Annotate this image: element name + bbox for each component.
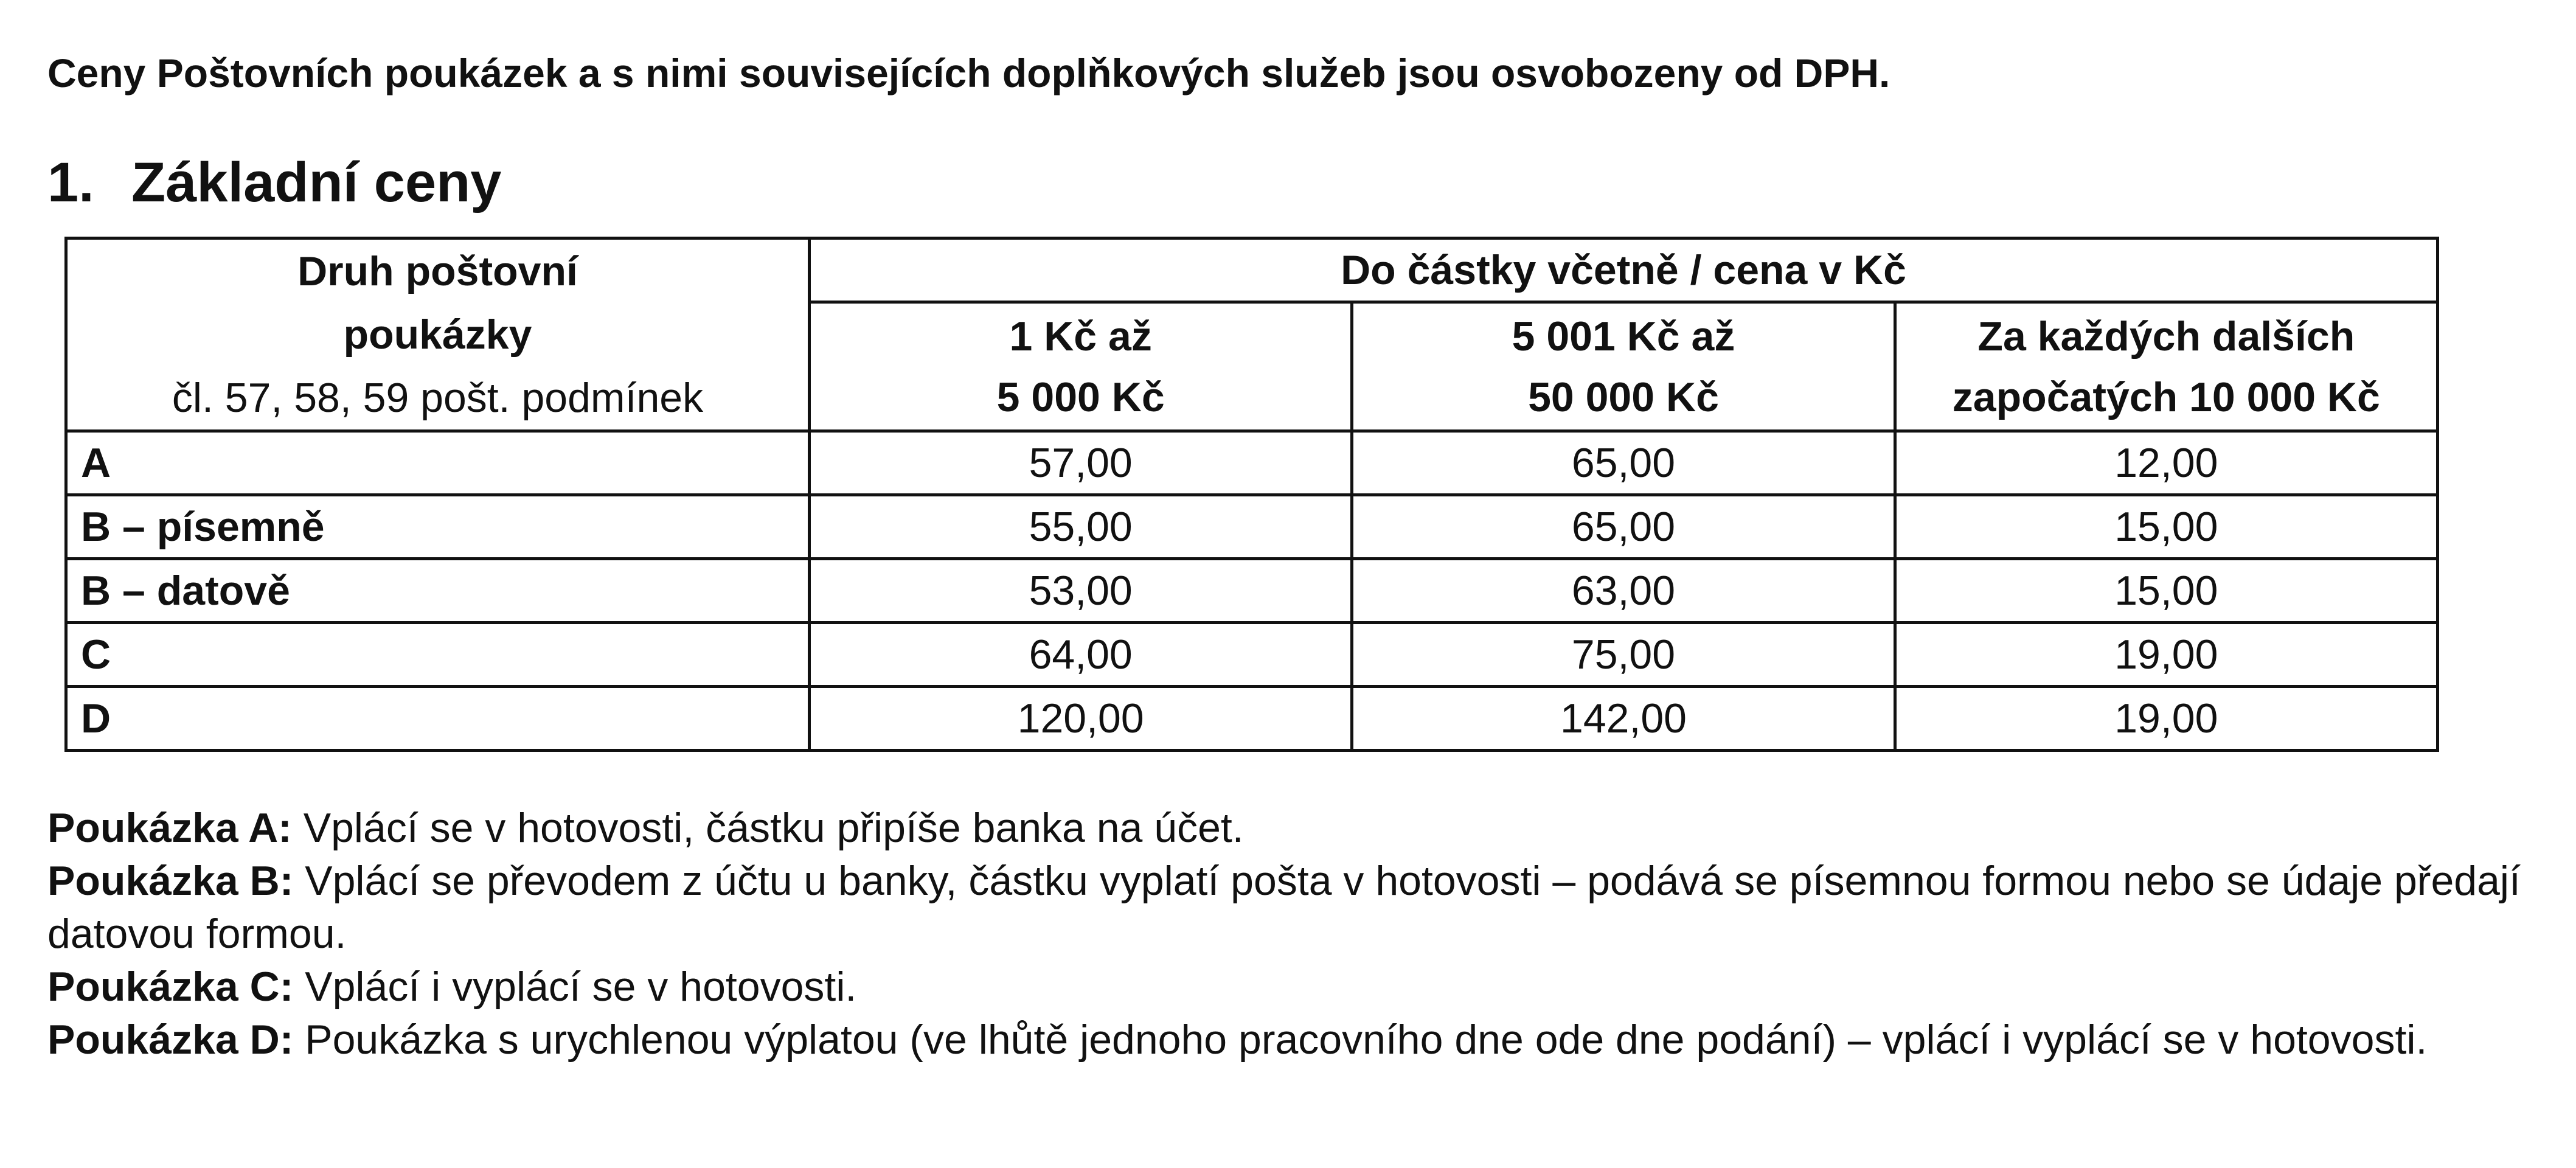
section-title: Základní ceny [131, 151, 502, 214]
price-cell: 65,00 [1352, 495, 1895, 559]
column-header-line: 1 Kč až [1009, 313, 1152, 360]
column-header-tier-2 [1352, 302, 1895, 431]
price-cell: 65,00 [1352, 431, 1895, 495]
price-cell: 63,00 [1352, 559, 1895, 623]
price-cell: 120,00 [810, 687, 1352, 751]
price-cell: 15,00 [1895, 559, 2437, 623]
section-heading [47, 151, 501, 215]
amount-group-header: Do částky včetně / cena v Kč [810, 238, 2438, 302]
note-text: Poukázka s urychlenou výplatou (ve lhůtě jednoho pracovního dne ode dne podání) – vplácí i vyplácí se v hotovosti. [293, 1017, 2428, 1063]
column-header-line: 5 001 Kč až [1512, 313, 1735, 360]
price-cell: 15,00 [1895, 495, 2437, 559]
type-header-line1: Druh poštovní [297, 248, 578, 294]
row-label: D [66, 687, 810, 751]
note-voucher-a [47, 802, 2541, 855]
table-row [66, 431, 2438, 495]
section-number: 1. [47, 151, 94, 214]
price-cell: 57,00 [810, 431, 1352, 495]
column-header-line: Za každých dalších [1977, 313, 2355, 360]
table-row [66, 623, 2438, 687]
price-cell: 19,00 [1895, 623, 2437, 687]
price-cell: 55,00 [810, 495, 1352, 559]
column-header-tier-1 [810, 302, 1352, 431]
row-label: A [66, 431, 810, 495]
note-text: Vplácí se v hotovosti, částku připíše banka na účet. [291, 805, 1244, 851]
note-label: Poukázka C: [47, 964, 294, 1010]
note-voucher-c [47, 961, 2541, 1013]
note-voucher-d [47, 1013, 2541, 1066]
price-cell: 53,00 [810, 559, 1352, 623]
type-header-cell [66, 238, 810, 431]
table-row [66, 495, 2438, 559]
column-header-tier-3 [1895, 302, 2437, 431]
row-label: B – datově [66, 559, 810, 623]
column-header-line: započatých 10 000 Kč [1952, 374, 2380, 420]
table-row [66, 559, 2438, 623]
type-header-reference: čl. 57, 58, 59 pošt. podmínek [172, 375, 704, 421]
table-row [66, 687, 2438, 751]
price-cell: 64,00 [810, 623, 1352, 687]
note-label: Poukázka A: [47, 805, 292, 851]
price-cell: 75,00 [1352, 623, 1895, 687]
price-cell: 142,00 [1352, 687, 1895, 751]
row-label: C [66, 623, 810, 687]
voucher-descriptions [47, 802, 2541, 1066]
note-text: Vplácí i vyplácí se v hotovosti. [293, 964, 857, 1010]
price-cell: 19,00 [1895, 687, 2437, 751]
note-label: Poukázka B: [47, 858, 294, 904]
type-header-line2: poukázky [343, 311, 532, 358]
vat-exemption-note: Ceny Poštovních poukázek a s nimi souvisejících doplňkových služeb jsou osvobozeny od DPH. [47, 50, 1890, 96]
price-table [64, 237, 2439, 752]
note-label: Poukázka D: [47, 1017, 294, 1063]
column-header-line: 5 000 Kč [996, 374, 1165, 420]
note-text: Vplácí se převodem z účtu u banky, částku vyplatí pošta v hotovosti – podává se písemnou formou nebo se údaje předají datovou formou. [47, 858, 2521, 957]
note-voucher-b [47, 855, 2541, 961]
column-header-line: 50 000 Kč [1528, 374, 1719, 420]
row-label: B – písemně [66, 495, 810, 559]
table-header-row [66, 238, 2438, 302]
price-cell: 12,00 [1895, 431, 2437, 495]
